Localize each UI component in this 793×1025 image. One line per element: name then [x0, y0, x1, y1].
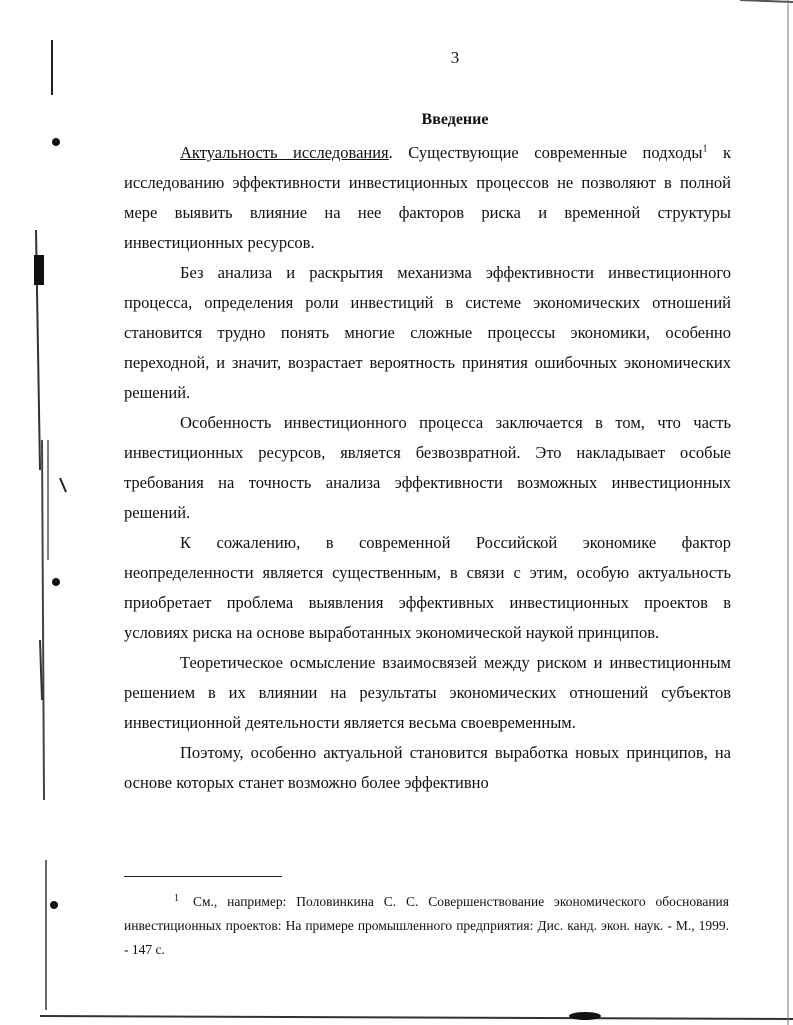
- paragraph: Поэтому, особенно актуальной становится выработка новых принципов, на основе которых станет возможно более эффективно: [124, 743, 731, 792]
- paragraph: Теоретическое осмысление взаимосвязей между риском и инвестиционным решением в их влиянии на результаты экономических отношений субъектов инвестиционной деятельности является весьма своевременным.: [124, 653, 731, 732]
- document-body: [124, 138, 731, 798]
- footnote-text: См., например: Половинкина С. С. Совершенствование экономического обоснования инвестиционных проектов: На примере промышленного предприятия: Дис. канд. экон. наук. - М., 1999. - 147 с.: [124, 894, 729, 957]
- paragraph-text: к исследованию эффективности инвестиционных процессов не позволяют в полной мере выявить влияние на нее факторов риска и временной структуры инвестиционных ресурсов.: [124, 143, 731, 252]
- footnote-reference[interactable]: 1: [702, 143, 708, 155]
- paragraph: Особенность инвестиционного процесса заключается в том, что часть инвестиционных ресурсов, является безвозвратной. Это накладывает особые требования на точность анализа эффективности возможных инвестиционных решений.: [124, 413, 731, 522]
- footnote: [124, 890, 729, 962]
- footnote-mark: 1: [174, 892, 179, 904]
- section-heading: Введение: [421, 111, 489, 128]
- footnote-divider: [124, 876, 282, 877]
- paragraph: Без анализа и раскрытия механизма эффективности инвестиционного процесса, определения роли инвестиций в системе экономических отношений становится трудно понять многие сложные процессы экономики, особенно переходной, и значит, возрастает вероятность принятия ошибочных экономических решений.: [124, 263, 731, 402]
- paragraph: [124, 138, 731, 258]
- paragraph-text: . Существующие современные подходы: [388, 143, 703, 162]
- page-number: 3: [450, 48, 460, 67]
- paragraph-lead: Актуальность исследования: [180, 143, 389, 162]
- paragraph: К сожалению, в современной Российской экономике фактор неопределенности является существенным, в связи с этим, особую актуальность приобретает проблема выявления эффективных инвестиционных проектов в условиях риска на основе выработанных экономической наукой принципов.: [124, 533, 731, 642]
